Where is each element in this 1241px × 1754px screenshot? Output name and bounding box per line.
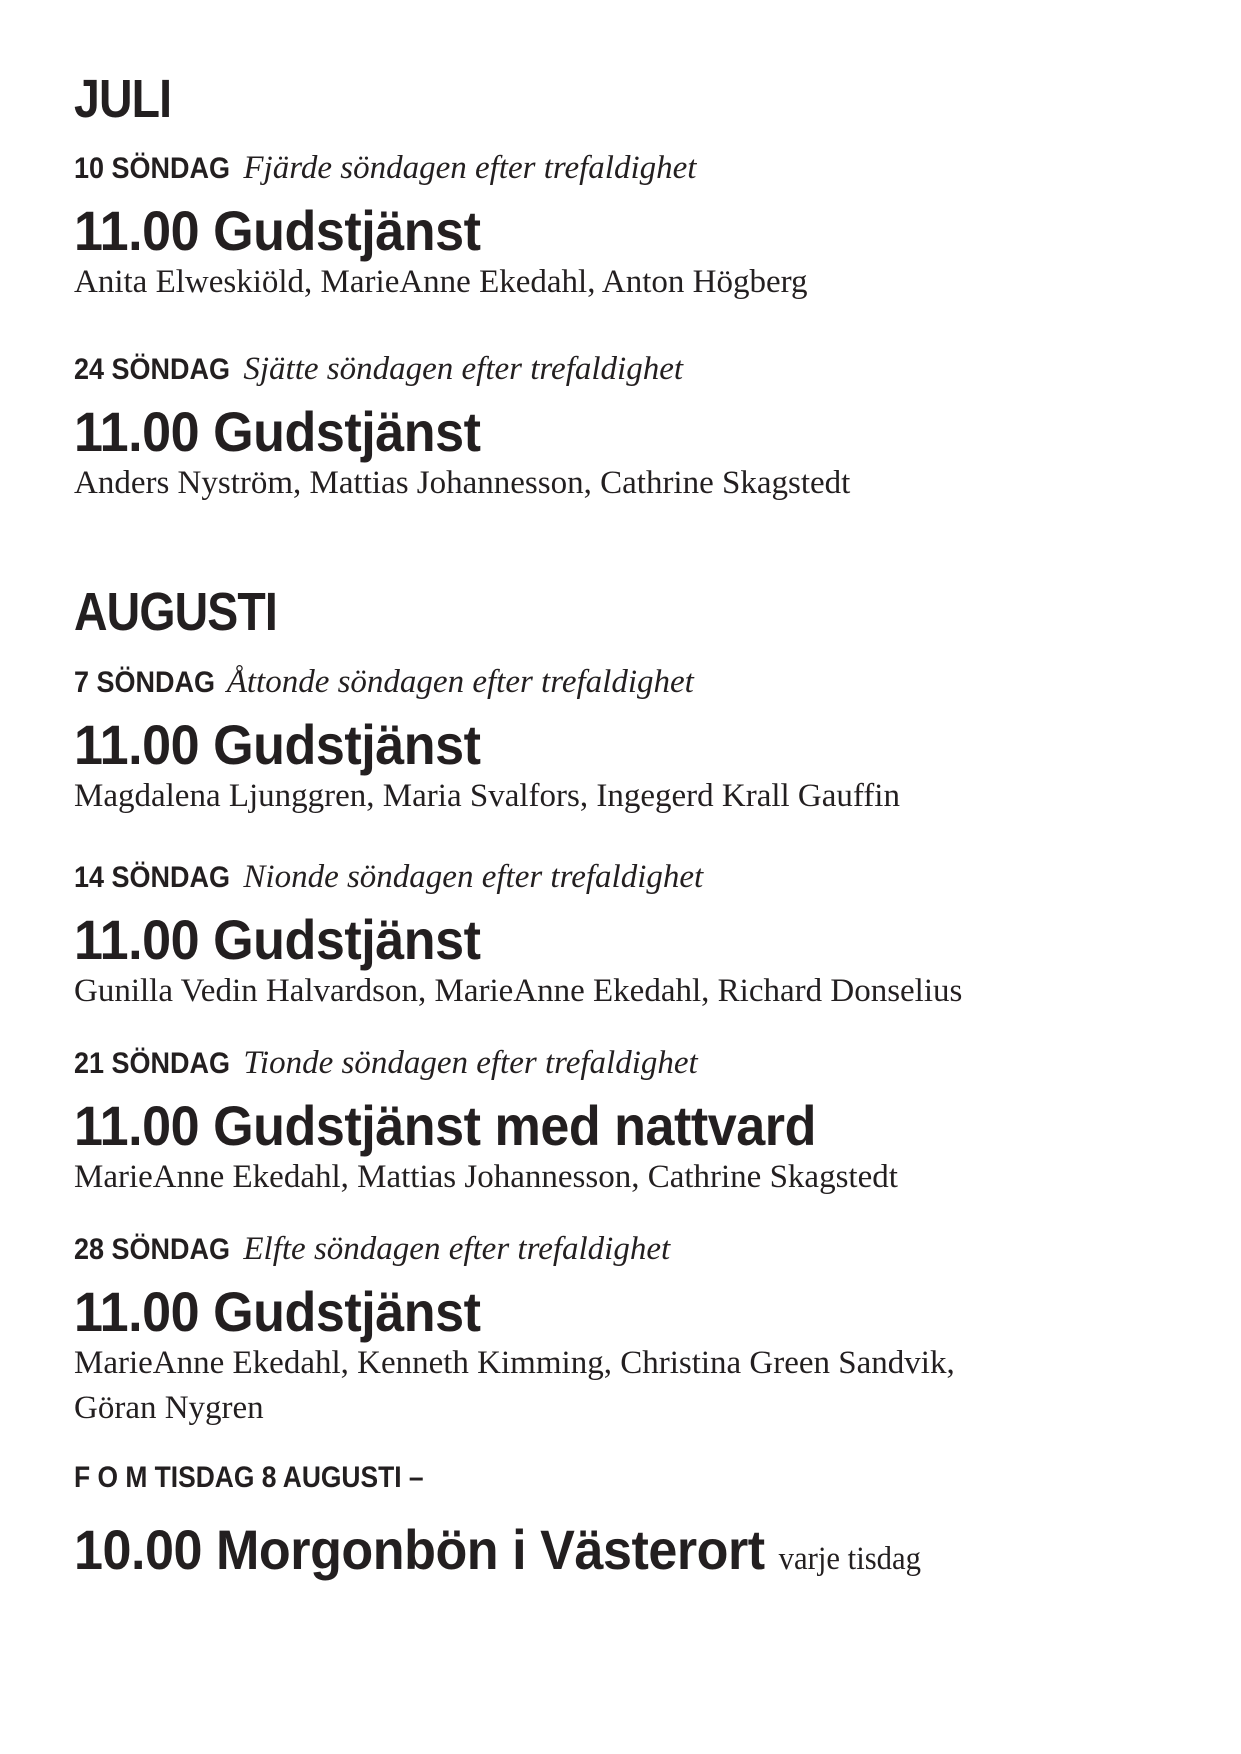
event-service: 11.00 Gudstjänst	[74, 713, 481, 776]
event-sunday-name: Tionde söndagen efter trefaldighet	[243, 1045, 698, 1081]
event-sunday-name: Elfte söndagen efter trefaldighet	[243, 1231, 671, 1267]
event-service: 11.00 Gudstjänst	[74, 1280, 481, 1343]
recurring-note: F O M TISDAG 8 AUGUSTI –	[74, 1461, 424, 1494]
recurring-frequency: varje tisdag	[778, 1541, 921, 1577]
month-heading: AUGUSTI	[74, 582, 277, 642]
event-service: 11.00 Gudstjänst	[74, 199, 481, 262]
event-day: 7 SÖNDAG	[74, 666, 216, 699]
event-people: MarieAnne Ekedahl, Kenneth Kimming, Christina Green Sandvik,	[74, 1345, 955, 1381]
event-sunday-name: Sjätte söndagen efter trefaldighet	[243, 351, 684, 387]
event-people: Magdalena Ljunggren, Maria Svalfors, Ingegerd Krall Gauffin	[74, 778, 900, 814]
event-date-line	[74, 861, 703, 894]
event-people: MarieAnne Ekedahl, Mattias Johannesson, Cathrine Skagstedt	[74, 1159, 898, 1195]
event-day: 28 SÖNDAG	[74, 1233, 231, 1266]
event-day: 21 SÖNDAG	[74, 1047, 231, 1080]
recurring-service: 10.00 Morgonbön i Västerort	[74, 1518, 765, 1581]
event-day: 10 SÖNDAG	[74, 152, 231, 185]
event-sunday-name: Fjärde söndagen efter trefaldighet	[243, 150, 697, 186]
event-date-line	[74, 353, 683, 386]
event-sunday-name: Nionde söndagen efter trefaldighet	[243, 859, 704, 895]
event-service: 11.00 Gudstjänst	[74, 908, 481, 971]
event-date-line	[74, 666, 694, 699]
event-day: 14 SÖNDAG	[74, 861, 231, 894]
event-date-line	[74, 1233, 670, 1266]
event-people: Gunilla Vedin Halvardson, MarieAnne Ekedahl, Richard Donselius	[74, 973, 963, 1009]
event-people: Anita Elweskiöld, MarieAnne Ekedahl, Anton Högberg	[74, 264, 808, 300]
event-date-line	[74, 1047, 698, 1080]
event-service: 11.00 Gudstjänst med nattvard	[74, 1094, 816, 1157]
event-day: 24 SÖNDAG	[74, 353, 231, 386]
event-date-line	[74, 152, 696, 185]
recurring-service-line	[74, 1518, 921, 1581]
event-people: Göran Nygren	[74, 1390, 264, 1426]
month-heading: JULI	[74, 69, 172, 129]
event-people: Anders Nyström, Mattias Johannesson, Cathrine Skagstedt	[74, 465, 851, 501]
event-sunday-name: Åttonde söndagen efter trefaldighet	[226, 664, 694, 700]
event-service: 11.00 Gudstjänst	[74, 400, 481, 463]
